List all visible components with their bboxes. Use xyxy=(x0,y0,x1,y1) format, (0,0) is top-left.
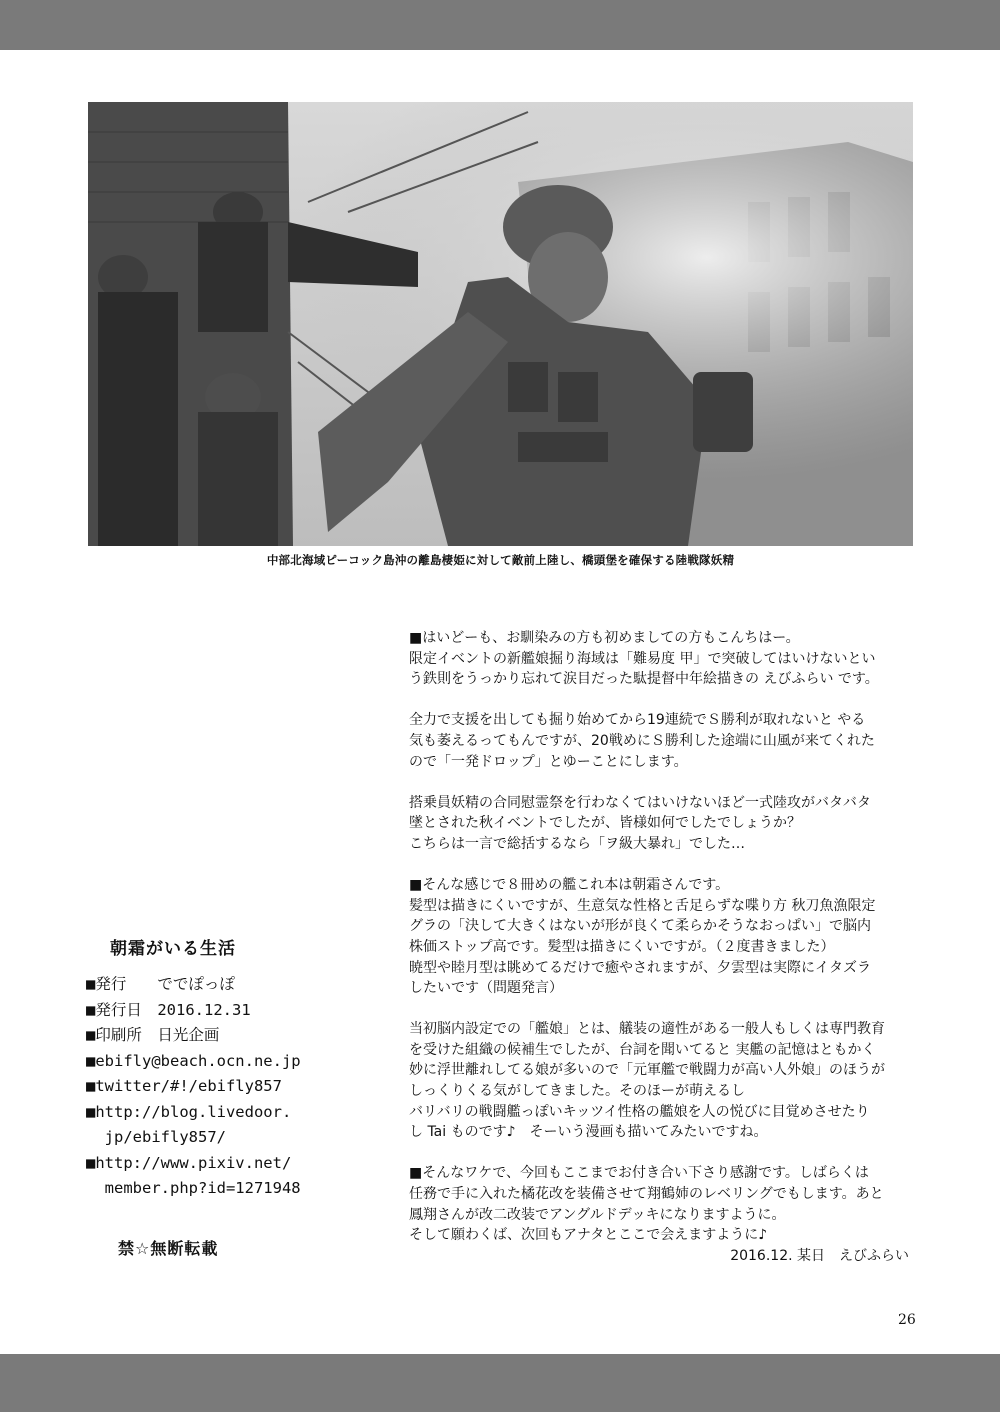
afterword-text xyxy=(409,628,929,1266)
top-margin-bar xyxy=(0,0,1000,50)
afterword-line: そして願わくば、次回もアナタとここで会えますように♪ xyxy=(409,1227,768,1244)
afterword-line: ■そんな感じで８冊めの艦これ本は朝霜さんです。 xyxy=(409,877,730,894)
afterword-line: ■そんなワケで、今回もここまでお付き合い下さり感謝です。しばらくは xyxy=(409,1165,869,1182)
afterword-line: 当初脳内設定での「艦娘」とは、艤装の適性がある一般人もしくは専門教育 xyxy=(409,1021,885,1038)
colophon-publisher: ■発行 ででぽっぽ xyxy=(86,975,235,993)
colophon-printer: ■印刷所 日光企画 xyxy=(86,1026,220,1044)
photo-caption: 中部北海域ピーコック島沖の離島棲姫に対して敵前上陸し、橋頭堡を確保する陸戦隊妖精 xyxy=(266,553,735,567)
afterword-line: したいです（問題発言） xyxy=(409,980,563,997)
afterword-line: 妙に浮世離れしてる娘が多いので「元軍艦で戦闘力が高い人外娘」のほうが xyxy=(409,1062,885,1079)
afterword-line: う鉄則をうっかり忘れて涙目だった駄提督中年絵描きの えびふらい です。 xyxy=(409,671,879,688)
afterword-line: 任務で手に入れた橘花改を装備させて翔鶴姉のレベリングでもします。あと xyxy=(409,1186,884,1203)
afterword-line: バリバリの戦闘艦っぽいキッツイ性格の艦娘を人の悦びに目覚めさせたり xyxy=(409,1103,870,1120)
afterword-line: ので「一発ドロップ」とゆーことにします。 xyxy=(409,753,688,770)
afterword-line: 鳳翔さんが改二改装でアングルドデッキになりますように。 xyxy=(409,1206,786,1223)
afterword-line: ■はいどーも、お馴染みの方も初めましての方もこんちはー。 xyxy=(409,630,800,646)
afterword-line: しっくりくる気がしてきました。そのほーが萌えるし xyxy=(409,1083,745,1100)
page-number: 26 xyxy=(898,1312,916,1328)
colophon-pixiv-url-cont: member.php?id=1271948 xyxy=(86,1179,301,1197)
afterword-line: 限定イベントの新艦娘掘り海域は「難易度 甲」で突破してはいけないとい xyxy=(409,650,876,667)
book-title: 朝霜がいる生活 xyxy=(110,939,236,959)
afterword-line: し Tai ものです♪ そーいう漫画も描いてみたいですね。 xyxy=(409,1124,768,1141)
afterword-line: 髪型は描きにくいですが、生意気な性格と舌足らずな喋り方 秋刀魚漁限定 xyxy=(409,897,876,914)
bottom-margin-bar xyxy=(0,1354,1000,1412)
colophon-blog-url: ■http://blog.livedoor. xyxy=(86,1102,292,1121)
colophon-date: ■発行日 2016.12.31 xyxy=(86,1000,251,1019)
afterword-line: 搭乗員妖精の合同慰霊祭を行わなくてはいけないほど一式陸攻がバタバタ xyxy=(409,794,871,811)
afterword-signoff: 2016.12. 某日 えびふらい xyxy=(730,1247,909,1264)
afterword-line: グラの「決して大きくはないが形が良くて柔らかそうなおっぱい」で脳内 xyxy=(409,918,871,935)
afterword-line: 暁型や睦月型は眺めてるだけで癒やされますが、夕雲型は実際にイタズラ xyxy=(409,959,871,976)
colophon-pixiv-url: ■http://www.pixiv.net/ xyxy=(86,1153,292,1172)
afterword-line: 株価ストップ高です。髪型は描きにくいですが。（２度書きました） xyxy=(409,938,835,955)
colophon-email: ■ebifly@beach.ocn.ne.jp xyxy=(86,1051,301,1070)
afterword-line: 墜とされた秋イベントでしたが、皆様如何でしたでしょうか？ xyxy=(409,815,801,832)
afterword-line: 全力で支援を出しても掘り始めてから19連続でＳ勝利が取れないと やる xyxy=(409,712,866,729)
reproduction-notice: 禁☆無断転載 xyxy=(118,1239,219,1258)
colophon-twitter: ■twitter/#!/ebifly857 xyxy=(86,1077,282,1095)
war-scene-photo xyxy=(88,102,913,546)
colophon-info xyxy=(86,972,376,1202)
afterword-line: 気も萎えるってもんですが、20戦めにＳ勝利した途端に山風が来てくれた xyxy=(409,732,875,749)
afterword-line: を受けた組織の候補生でしたが、台詞を聞いてると 実艦の記憶はともかく xyxy=(409,1041,876,1058)
colophon-blog-url-cont: jp/ebifly857/ xyxy=(86,1128,226,1146)
afterword-line: こちらは一言で総括するなら「ヲ級大暴れ」でした… xyxy=(409,835,745,852)
